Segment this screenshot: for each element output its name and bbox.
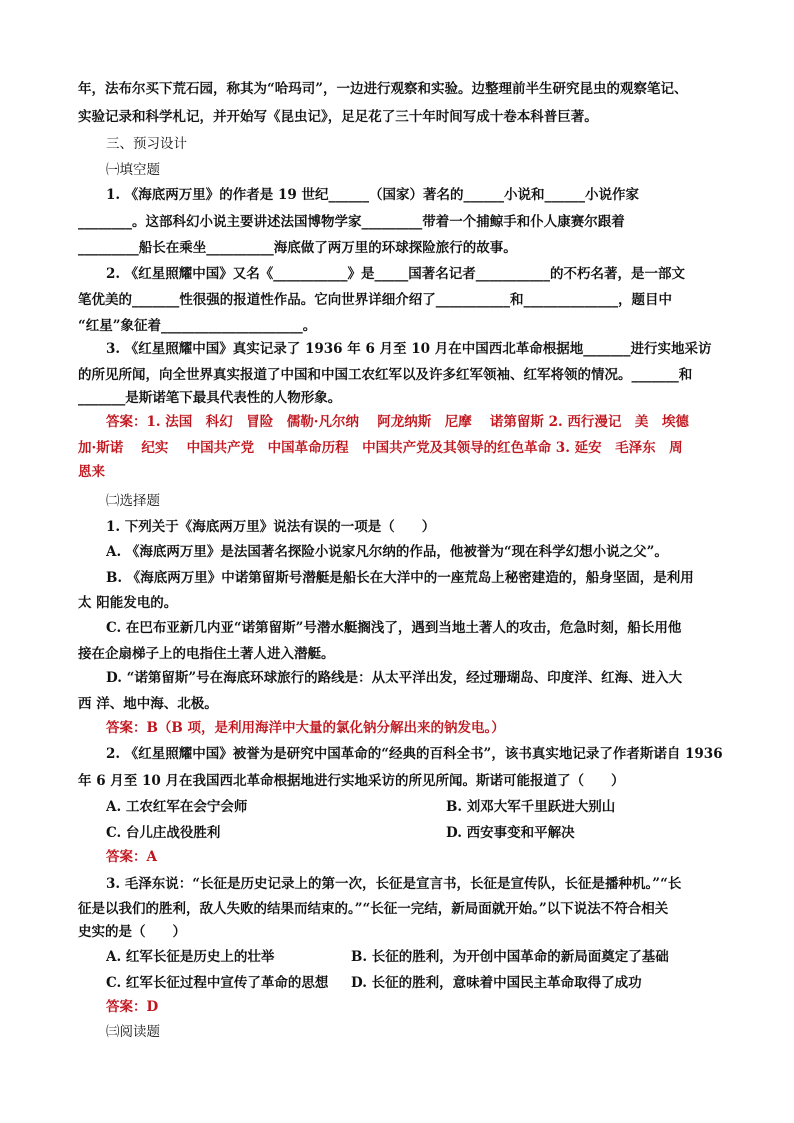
fill-answer-line-1: 答案：1. 法国 科幻 冒险 儒勒·凡尔纳 阿龙纳斯 尼摩 诺第留斯 2. 西行漫记 美 埃德 bbox=[106, 414, 689, 430]
fill-q2-line-1: 2. 《红星照耀中国》又名《___________》是_____国著名记者___________的不朽名著，是一部文 bbox=[106, 266, 686, 282]
fill-q3-line-1: 3. 《红星照耀中国》真实记录了 1936 年 6 月至 10 月在中国西北革命根据地_______进行实地采访 bbox=[106, 341, 712, 357]
choice-q3-option-c: C. 红军长征过程中宣传了革命的思想 bbox=[106, 975, 329, 991]
fill-q2-line-2: 笔优美的_______性很强的报道性作品。它向世界详细介绍了___________和______________，题目中 bbox=[78, 292, 672, 308]
choice-q2-line-1: 2. 《红星照耀中国》被誉为是研究中国革命的“经典的百科全书”，该书真实地记录了作者斯诺自 1936 bbox=[106, 746, 723, 762]
choice-q1-option-c-line-2: 接在企扇梯子上的电指住土著人进入潜艇。 bbox=[78, 646, 335, 662]
choice-q1-option-b-line-1: B. 《海底两万里》中诺第留斯号潜艇是船长在大洋中的一座荒岛上秘密建造的，船身坚固，是利用 bbox=[106, 570, 694, 586]
section-title: 三、预习设计 bbox=[106, 136, 187, 152]
choice-q3-line-1: 3. 毛泽东说：“长征是历史记录上的第一次，长征是宣言书，长征是宣传队，长征是播种机。”“长 bbox=[106, 876, 682, 892]
choice-q3-option-a: A. 红军长征是历史上的壮举 bbox=[106, 949, 275, 965]
part1-heading: ㈠填空题 bbox=[106, 162, 160, 178]
choice-q3-line-2: 征是以我们的胜利，敌人失败的结果而结束的。”“长征一完结，新局面就开始。”以下说法不符合相关 bbox=[78, 901, 669, 917]
fill-q3-line-3: _______是斯诺笔下最具代表性的人物形象。 bbox=[78, 390, 342, 406]
choice-q1-option-a: A. 《海底两万里》是法国著名探险小说家凡尔纳的作品，他被誉为“现在科学幻想小说之父”。 bbox=[106, 544, 668, 560]
choice-q2-row-1 bbox=[106, 797, 728, 817]
choice-q1-option-b-line-2: 太 阳能发电的。 bbox=[78, 595, 178, 611]
part2-heading: ㈡选择题 bbox=[106, 493, 160, 509]
choice-q2-answer: 答案：A bbox=[106, 849, 157, 865]
choice-q3-option-b: B. 长征的胜利，为开创中国革命的新局面奠定了基础 bbox=[351, 949, 669, 965]
fill-answer-line-3: 恩来 bbox=[78, 464, 105, 480]
choice-q3-line-3: 史实的是（ ） bbox=[78, 924, 186, 940]
choice-q2-option-b: B. 刘邓大军千里跃进大别山 bbox=[446, 799, 616, 815]
choice-q2-line-2: 年 6 月至 10 月在我国西北革命根据地进行实地采访的所见所闻。斯诺可能报道了（ ） bbox=[78, 773, 625, 789]
fill-q3-line-2: 的所见所闻，向全世界真实报道了中国和中国工农红军以及许多红军领袖、红军将领的情况。_______和 bbox=[78, 367, 693, 383]
choice-q3-row-2 bbox=[106, 973, 728, 993]
choice-q1-option-c-line-1: C. 在巴布亚新几内亚“诺第留斯”号潜水艇搁浅了，遇到当地土著人的攻击，危急时刻，船长用他 bbox=[106, 620, 682, 636]
choice-q2-row-2 bbox=[106, 823, 728, 843]
choice-q1: 1. 下列关于《海底两万里》说法有误的一项是（ ） bbox=[106, 519, 436, 535]
choice-q1-option-d-line-1: D. “诺第留斯”号在海底环球旅行的路线是：从太平洋出发，经过珊瑚岛、印度洋、红海、进入大 bbox=[106, 670, 683, 686]
part3-heading: ㈢阅读题 bbox=[106, 1024, 160, 1040]
fill-q1-line-1: 1. 《海底两万里》的作者是 19 世纪______（国家）著名的______小说和______小说作家 bbox=[106, 187, 639, 203]
choice-q2-option-a: A. 工农红军在会宁会师 bbox=[106, 799, 248, 815]
choice-q3-row-1 bbox=[106, 947, 728, 967]
choice-q2-option-d: D. 西安事变和平解决 bbox=[446, 825, 575, 841]
fill-answer-line-2: 加·斯诺 纪实 中国共产党 中国革命历程 中国共产党及其领导的红色革命 3. 延安 毛泽东 周 bbox=[78, 440, 683, 456]
fill-q2-line-3: “红星”象征着_____________________。 bbox=[78, 318, 317, 334]
intro-line-1: 年，法布尔买下荒石园，称其为“哈玛司”，一边进行观察和实验。边整理前半生研究昆虫的观察笔记、 bbox=[78, 81, 688, 97]
intro-line-2: 实验记录和科学札记，并开始写《昆虫记》，足足花了三十年时间写成十卷本科普巨著。 bbox=[78, 109, 598, 125]
choice-q3-option-d: D. 长征的胜利，意味着中国民主革命取得了成功 bbox=[351, 975, 642, 991]
choice-q3-answer: 答案：D bbox=[106, 999, 159, 1015]
fill-q1-line-3: _________船长在乘坐__________海底做了两万里的环球探险旅行的故事。 bbox=[78, 240, 517, 256]
choice-q2-option-c: C. 台儿庄战役胜利 bbox=[106, 825, 221, 841]
choice-q1-option-d-line-2: 西 洋、地中海、北极。 bbox=[78, 696, 218, 712]
choice-q1-answer: 答案：B（B 项，是利用海洋中大量的氯化钠分解出来的钠发电。） bbox=[106, 720, 505, 736]
fill-q1-line-2: ________。这部科幻小说主要讲述法国博物学家_________带着一个捕鲸手和仆人康赛尔跟着 bbox=[78, 214, 625, 230]
